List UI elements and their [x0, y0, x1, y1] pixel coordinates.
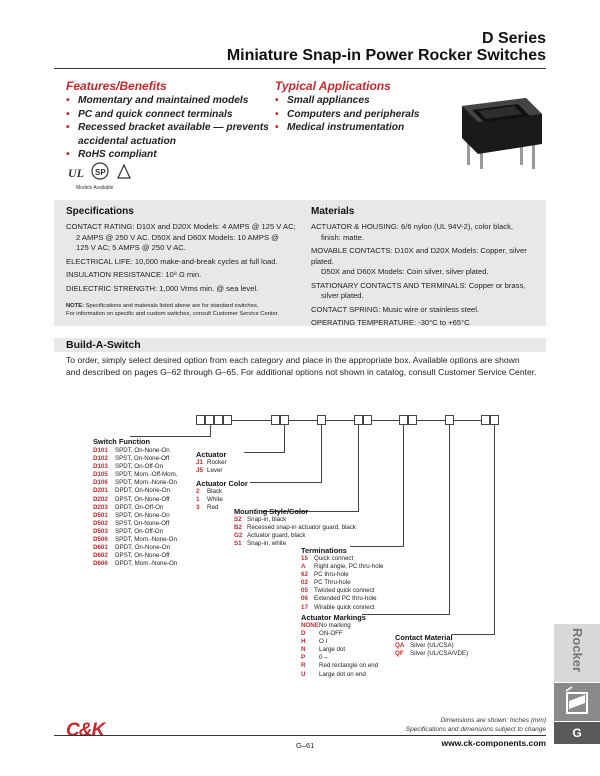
application-item: • Medical instrumentation	[275, 121, 455, 135]
option-row: D201 DPDT, On-None-On	[93, 487, 171, 495]
svg-text:SP: SP	[95, 168, 106, 177]
option-row: 05 Twisted quick connect	[301, 587, 375, 595]
leader-line	[358, 425, 359, 511]
option-row: D101 SPDT, On-None-On	[93, 447, 170, 454]
leader-line	[350, 546, 404, 547]
section-tab-rocker[interactable]: Rocker	[554, 624, 600, 682]
leader-line	[494, 425, 495, 634]
option-row: 15 Quick connect	[301, 555, 354, 562]
order-box[interactable]	[196, 415, 205, 425]
mounting-options	[234, 516, 356, 548]
product-photo	[458, 84, 546, 180]
actuator-options	[196, 459, 227, 475]
specifications-body: CONTACT RATING: D10X and D20X Models: 4 AMPS @ 125 V AC; 2 AMPS @ 250 V AC. D50X and D60X Models: 10 AMPS @ 125 V AC; 5 AMPS @ 250 V AC. ELECTRICAL LIFE: 10,000 make-and-break cycles at full load. INSULATION RESISTANCE: 10⁸ Ω min. DIELECTRIC STRENGTH: 1,000 Vrms min. @ sea level.	[66, 222, 296, 293]
option-row: D502 SPST, On-None-Off	[93, 519, 170, 527]
order-box[interactable]	[280, 415, 289, 425]
materials-heading: Materials	[311, 206, 355, 217]
rocker-switch-icon	[554, 683, 600, 721]
order-box[interactable]	[408, 415, 417, 425]
order-box[interactable]	[363, 415, 372, 425]
option-row: QA Silver (UL/CSA)	[395, 642, 454, 649]
contact-material-options	[395, 642, 468, 658]
leader-line	[250, 482, 322, 483]
box-separator	[326, 420, 354, 421]
leader-line	[449, 425, 450, 614]
option-row: D203 DPDT, On-Off-On	[93, 503, 164, 511]
option-row: D202 DPST, On-None-Off	[93, 495, 170, 503]
switch-function-options	[93, 447, 177, 568]
order-box[interactable]	[214, 415, 223, 425]
ck-logo: C&K	[66, 720, 105, 741]
order-box[interactable]	[399, 415, 408, 425]
option-row: D ON-OFF	[301, 630, 343, 638]
specifications-note: NOTE: Specifications and materials listed above are for standard switches. For information on specific and custom switches, consult Customer Service Center.	[66, 303, 279, 317]
markings-options	[301, 622, 378, 679]
application-item: • Small appliances	[275, 94, 455, 108]
option-row: J1 Rocker	[196, 459, 227, 466]
section-tab-icon	[554, 683, 600, 721]
leader-line	[244, 452, 285, 453]
materials-body: ACTUATOR & HOUSING: 6/6 nylon (UL 94V-2), color black, finish: matte. MOVABLE CONTACTS: D10X and D20X Models: Copper, silver plated. D50X and D60X Models: Coin silver, silver plated. STATIONARY CONTACTS AND TERMINALS: Copper or brass, silver plated. CONTACT SPRING: Music wire or stainless steel. OPERATING TEMPERATURE: -30°C to +65°C	[311, 222, 527, 327]
leader-line	[403, 425, 404, 546]
website-link[interactable]: www.ck-components.com	[441, 738, 546, 748]
terminations-options	[301, 555, 383, 612]
option-row: QF Silver (UL/CSA/VDE)	[395, 650, 469, 658]
box-separator	[454, 420, 481, 421]
actuator-heading: Actuator	[196, 450, 227, 459]
terminations-heading: Terminations	[301, 546, 347, 555]
build-intro: To order, simply select desired option from each category and place in the appropriate box. Available options are shown and described on pages G–62 through G–65. For additional options not shown in catalog, consult Customer Service Center.	[66, 355, 537, 377]
option-row: 3 Red	[196, 504, 219, 512]
option-row: D105 SPDT, Mom.-Off-Mom.	[93, 471, 178, 479]
option-row: 2 Black	[196, 488, 223, 495]
build-heading: Build-A-Switch	[66, 339, 141, 351]
feature-item: • PC and quick connect terminals	[66, 108, 276, 122]
option-row: H O I	[301, 638, 328, 646]
feature-item: • Recessed bracket available — prevents accidental actuation	[66, 121, 276, 148]
leader-line	[210, 425, 211, 436]
contact-material-heading: Contact Material	[395, 633, 453, 642]
option-row: 17 Wirable quick connect	[301, 603, 375, 611]
box-separator	[232, 420, 271, 421]
option-row: 02 PC Thru-hole	[301, 579, 351, 587]
ul-csa-vde-icon	[66, 161, 136, 183]
mounting-heading: Mounting Style/Color	[234, 507, 309, 516]
option-row: S2 Snap-in, black	[234, 516, 287, 523]
option-row: U Large dot on end	[301, 670, 366, 678]
footer-rule	[54, 735, 546, 736]
dimensions-note: Dimensions are shown: Inches (mm)	[440, 717, 546, 724]
certs-caption: Models Available	[76, 185, 114, 191]
option-row: R Red rectangle on end	[301, 662, 379, 670]
features-list	[66, 94, 276, 162]
option-row: D606 DPDT, Mom.-None-On	[93, 560, 178, 568]
header-rule	[54, 68, 546, 69]
specifications-heading: Specifications	[66, 206, 134, 217]
order-box[interactable]	[490, 415, 499, 425]
actuator-color-options	[196, 488, 223, 512]
option-row: D601 DPDT, On-None-On	[93, 544, 171, 552]
order-box[interactable]	[205, 415, 214, 425]
option-row: B2 Recessed snap-in actuator guard, black	[234, 524, 357, 532]
box-separator	[417, 420, 445, 421]
change-note: Specifications and dimensions subject to change	[405, 726, 546, 733]
box-separator	[289, 420, 317, 421]
option-row: A Right angle, PC thru-hole	[301, 563, 384, 571]
option-row: NONENo marking	[301, 622, 351, 629]
option-row: D102 SPST, On-None-Off	[93, 455, 170, 463]
option-row: 1 White	[196, 496, 223, 504]
actuator-color-heading: Actuator Color	[196, 479, 248, 488]
option-row: J5 Lever	[196, 467, 223, 475]
option-row: G2 Actuator guard, black	[234, 532, 306, 540]
leader-line	[321, 425, 322, 482]
leader-line	[362, 614, 450, 615]
page-title: Miniature Snap-in Power Rocker Switches	[226, 47, 546, 64]
application-item: • Computers and peripherals	[275, 108, 455, 122]
section-tab-g[interactable]: G	[554, 722, 600, 744]
option-row: P 0 –	[301, 654, 328, 662]
leader-line	[452, 634, 495, 635]
applications-heading: Typical Applications	[275, 79, 391, 93]
order-box[interactable]	[481, 415, 490, 425]
option-row: D503 SPDT, On-Off-On	[93, 527, 164, 535]
option-row: D506 SPDT, Mom.-None-On	[93, 536, 177, 544]
switch-function-heading: Switch Function	[93, 437, 151, 446]
option-row: D103 SPDT, On-Off-On	[93, 463, 164, 471]
option-row: D602 DPST, On-None-Off	[93, 552, 170, 560]
feature-item: • RoHS compliant	[66, 148, 276, 162]
leader-line	[284, 425, 285, 452]
applications-list	[275, 94, 455, 135]
svg-text:UL: UL	[68, 166, 84, 180]
certification-icons	[66, 161, 136, 183]
order-box[interactable]	[354, 415, 363, 425]
option-row: 62 PC thru-hole	[301, 571, 349, 579]
option-row: S1 Snap-in, white	[234, 540, 287, 548]
order-box[interactable]	[223, 415, 232, 425]
order-box[interactable]	[317, 415, 326, 425]
option-row: D106 SPDT, Mom.-None-On	[93, 479, 177, 487]
box-separator	[372, 420, 399, 421]
option-row: N Large dot	[301, 646, 346, 654]
markings-heading: Actuator Markings	[301, 613, 366, 622]
option-row: D501 SPDT, On-None-On	[93, 511, 170, 519]
order-box[interactable]	[271, 415, 280, 425]
page-number: G–61	[296, 741, 315, 750]
features-heading: Features/Benefits	[66, 79, 167, 93]
feature-item: • Momentary and maintained models	[66, 94, 276, 108]
option-row: 06 Extended PC thru-hole	[301, 595, 377, 603]
order-box[interactable]	[445, 415, 454, 425]
series-title: D Series	[481, 30, 546, 47]
